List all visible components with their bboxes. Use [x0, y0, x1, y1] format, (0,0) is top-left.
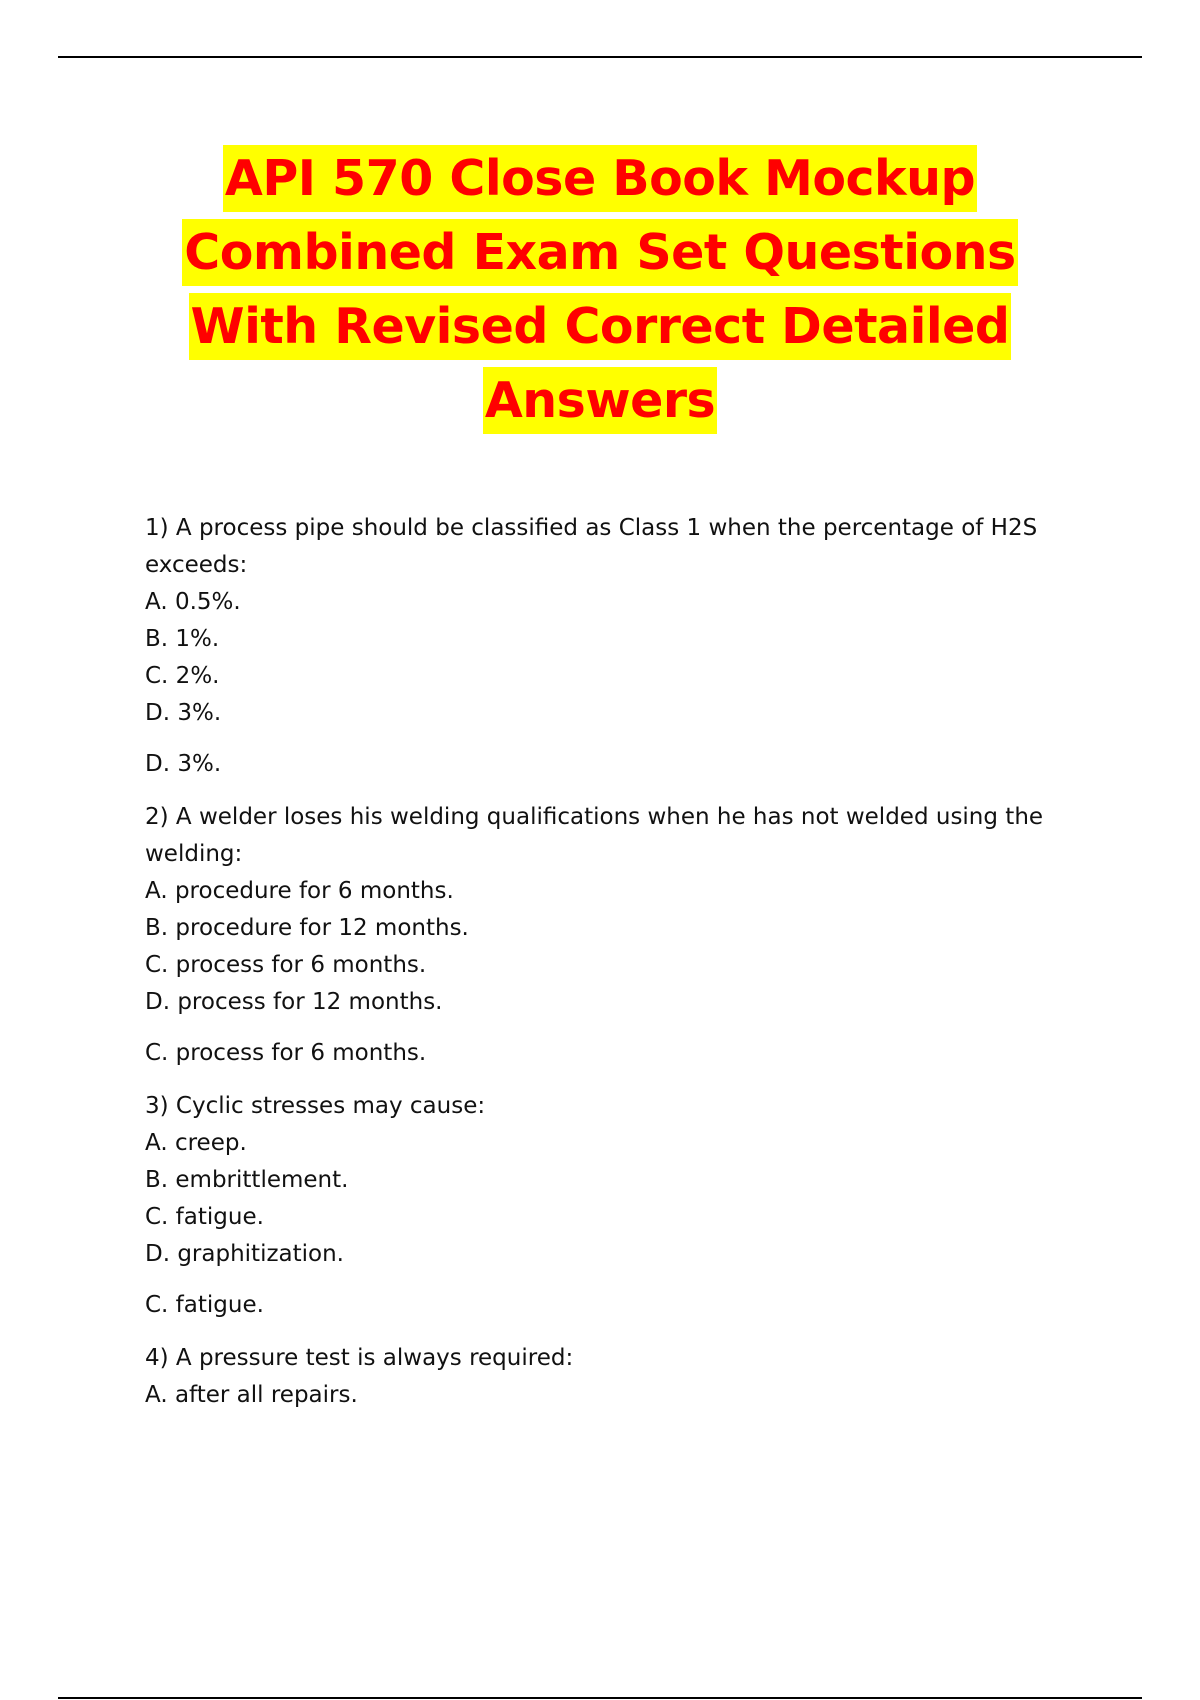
question-list — [145, 510, 1045, 1430]
option: C. 2%. — [145, 663, 220, 689]
question-stem: 1) A process pipe should be classified as Class 1 when the percentage of H2S exceeds: — [145, 515, 1038, 578]
option: A. creep. — [145, 1130, 247, 1156]
option: B. 1%. — [145, 626, 220, 652]
option: B. embrittlement. — [145, 1167, 349, 1193]
option: D. 3%. — [145, 700, 222, 726]
header-rule — [58, 56, 1142, 58]
question-stem: 3) Cyclic stresses may cause: — [145, 1093, 486, 1119]
answer: D. 3%. — [145, 751, 222, 777]
option: A. procedure for 6 months. — [145, 878, 454, 904]
option: D. process for 12 months. — [145, 989, 443, 1015]
question-1 — [145, 510, 1045, 783]
answer: C. fatigue. — [145, 1292, 264, 1318]
question-3 — [145, 1088, 1045, 1324]
option: A. 0.5%. — [145, 589, 241, 615]
title-line: Answers — [0, 367, 1200, 441]
question-4 — [145, 1340, 1045, 1414]
option: C. fatigue. — [145, 1204, 264, 1230]
title-line: Combined Exam Set Questions — [0, 219, 1200, 293]
question-2 — [145, 799, 1045, 1072]
question-stem: 2) A welder loses his welding qualifications when he has not welded using the welding: — [145, 804, 1044, 867]
document-title — [0, 145, 1200, 441]
footer-rule — [58, 1697, 1142, 1699]
option: B. procedure for 12 months. — [145, 915, 469, 941]
answer: C. process for 6 months. — [145, 1040, 427, 1066]
title-line: With Revised Correct Detailed — [0, 293, 1200, 367]
option: C. process for 6 months. — [145, 952, 427, 978]
title-line: API 570 Close Book Mockup — [0, 145, 1200, 219]
question-stem: 4) A pressure test is always required: — [145, 1345, 574, 1371]
option: A. after all repairs. — [145, 1382, 358, 1408]
option: D. graphitization. — [145, 1241, 344, 1267]
